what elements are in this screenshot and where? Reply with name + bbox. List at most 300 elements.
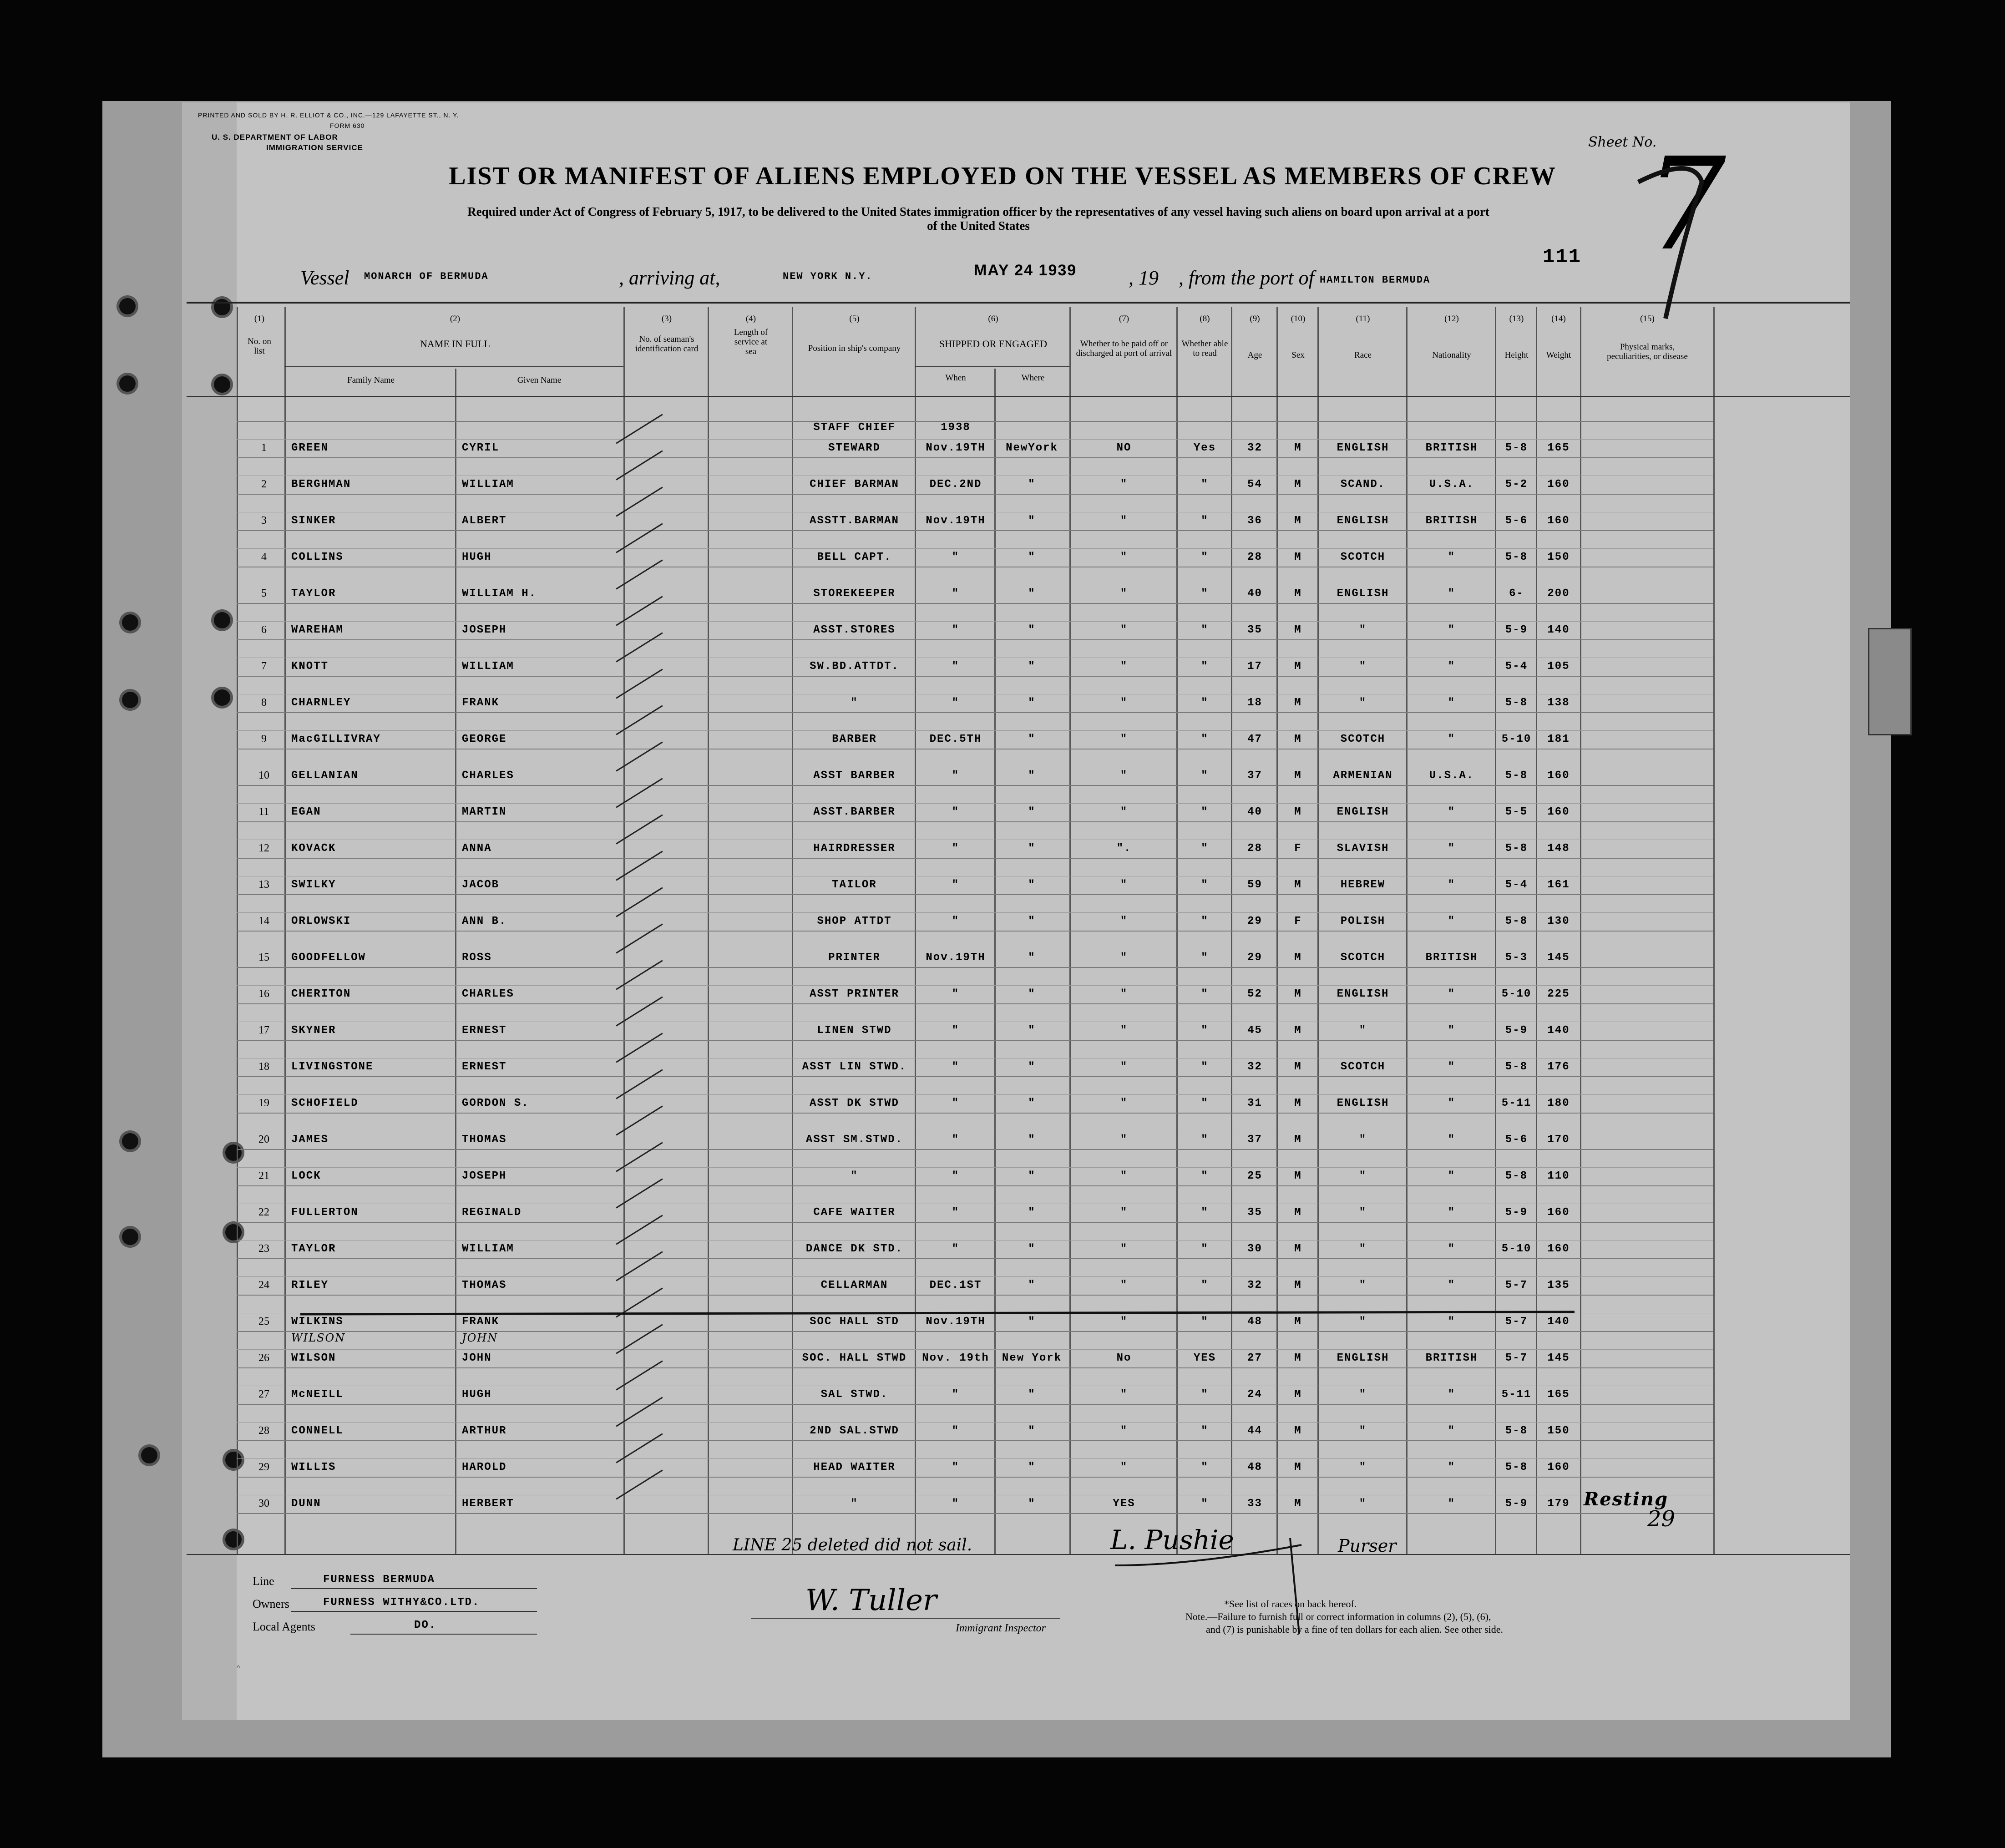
cell-sex: M [1294,1206,1302,1219]
cell-read: Yes [1193,442,1216,454]
cell-position: LINEN STWD [817,1024,892,1037]
cell-nationality: BRITISH [1425,515,1478,527]
header-given-name: Given Name [517,375,562,385]
cell-read: " [1201,952,1209,964]
cell-given: CYRIL [462,442,500,454]
cell-no: 20 [258,1134,269,1145]
cell-age: 47 [1247,733,1262,745]
cell-weight: 138 [1547,697,1570,709]
cell-family: ORLOWSKI [291,915,351,927]
cell-weight: 179 [1547,1498,1570,1510]
cell-marks: Resting [1584,1489,1668,1510]
cell-read: " [1201,733,1209,745]
cell-family: SCHOFIELD [291,1097,359,1109]
cell-given: ERNEST [462,1061,507,1073]
cell-position: TAILOR [832,879,877,891]
cell-height: 5-4 [1505,660,1528,673]
cell-no: 1 [261,442,267,454]
cell-age: 25 [1247,1170,1262,1182]
cell-when: " [952,1024,960,1037]
cell-sex: M [1294,879,1302,891]
cell-read: " [1201,1461,1209,1473]
cell-height: 5-6 [1505,515,1528,527]
cell-weight: 150 [1547,551,1570,563]
cell-weight: 165 [1547,1388,1570,1401]
owners-label: Owners [253,1597,289,1610]
cell-where: " [1028,733,1036,745]
cell-nationality: U.S.A. [1429,770,1474,782]
cell-age: 30 [1247,1243,1262,1255]
cell-race: SCOTCH [1340,952,1386,964]
cell-no: 2 [261,478,267,490]
sheet-number-stroke [1638,168,1702,319]
cell-when: DEC.1ST [929,1279,982,1291]
cell-position: ASSTT.BARMAN [810,515,899,527]
cell-no: 23 [258,1243,269,1255]
cell-position: 2ND SAL.STWD [810,1425,899,1437]
header-length-of-service: Length of service at sea [734,328,768,356]
races-note: *See list of races on back hereof. [1224,1598,1357,1610]
cell-race: " [1359,1134,1367,1146]
deletion-note: LINE 25 deleted did not sail. [733,1536,972,1554]
cell-position: SAL STWD. [820,1388,888,1401]
cell-given: REGINALD [462,1206,522,1219]
cell-age: 40 [1247,587,1262,600]
cell-read: " [1201,806,1209,818]
cell-sex: M [1294,1461,1302,1473]
cell-race: " [1359,1316,1367,1328]
cell-position: PRINTER [828,952,881,964]
cell-paid: " [1120,733,1128,745]
cell-position: CELLARMAN [820,1279,888,1291]
cell-no: 6 [261,624,267,636]
cell-sex: M [1294,551,1302,563]
cell-paid: " [1120,1461,1128,1473]
cell-no: 10 [258,770,269,781]
cell-race: SCOTCH [1340,733,1386,745]
cell-age: 32 [1247,1279,1262,1291]
cell-age: 29 [1247,915,1262,927]
cell-when: Nov.19TH [926,952,986,964]
cell-sex: M [1294,1170,1302,1182]
cell-position: ASST BARBER [813,770,896,782]
cell-paid: " [1120,515,1128,527]
cell-weight: 160 [1547,478,1570,491]
cell-no: 25 [258,1316,269,1327]
cell-age: 59 [1247,879,1262,891]
departure-port: HAMILTON BERMUDA [1320,274,1431,286]
cell-sex: M [1294,1134,1302,1146]
cell-height: 5-11 [1501,1097,1532,1109]
cell-given: JACOB [462,879,500,891]
cell-position: SOC. HALL STWD [802,1352,907,1364]
cell-read: " [1201,1243,1209,1255]
cell-read: " [1201,478,1209,491]
cell-position: ASST DK STWD [810,1097,899,1109]
cell-height: 5-8 [1505,1425,1528,1437]
cell-given: WILLIAM [462,1243,514,1255]
cell-nationality: " [1448,1061,1456,1073]
cell-paid: " [1120,1206,1128,1219]
cell-race: ENGLISH [1337,988,1389,1000]
cell-read: " [1201,1134,1209,1146]
vessel-label: Vessel [300,267,349,289]
cell-family: FULLERTON [291,1206,359,1219]
col-num-4: (4) [745,314,756,324]
cell-height: 5-7 [1505,1352,1528,1364]
cell-no: 30 [258,1498,269,1509]
cell-position: DANCE DK STD. [805,1243,903,1255]
cell-age: 18 [1247,697,1262,709]
strike-line-25 [300,1312,1575,1314]
cell-nationality: " [1448,842,1456,855]
cell-given: ANNA [462,842,492,855]
cell-family: EGAN [291,806,321,818]
cell-when: " [952,879,960,891]
cell-sex: M [1294,1316,1302,1328]
cell-given: GORDON S. [462,1097,529,1109]
cell-where: " [1028,988,1036,1000]
cell-when: " [952,551,960,563]
cell-paid: " [1120,1316,1128,1328]
cell-weight: 160 [1547,1243,1570,1255]
cell-race: " [1359,1206,1367,1219]
cell-given-upper: JOHN [462,1332,498,1344]
cell-when: DEC.5TH [929,733,982,745]
col-num-5: (5) [849,314,860,324]
cell-height: 5-8 [1505,842,1528,855]
cell-sex: F [1294,842,1302,855]
cell-where: " [1028,515,1036,527]
header-sex: Sex [1291,350,1305,360]
cell-nationality: " [1448,660,1456,673]
cell-weight: 150 [1547,1425,1570,1437]
cell-no: 4 [261,551,267,563]
form-number: FORM 630 [330,122,365,129]
cell-given: HUGH [462,551,492,563]
cell-when: " [952,1206,960,1219]
cell-weight: 225 [1547,988,1570,1000]
cell-age: 31 [1247,1097,1262,1109]
cell-paid: " [1120,1024,1128,1037]
cell-position: SHOP ATTDT [817,915,892,927]
cell-sex: M [1294,587,1302,600]
subtitle-line: Required under Act of Congress of February 5, 1917, to be delivered to the United States immigration officer by the representatives of any vessel having such aliens on board upon arrival at a port [467,205,1489,218]
cell-read: " [1201,1425,1209,1437]
cell-race: ENGLISH [1337,515,1389,527]
cell-height: 5-4 [1505,879,1528,891]
cell-age: 48 [1247,1316,1262,1328]
cell-where: " [1028,842,1036,855]
cell-paid: " [1120,879,1128,891]
cell-race: HEBREW [1340,879,1386,891]
cell-race: " [1359,660,1367,673]
cell-sex: M [1294,1279,1302,1291]
cell-family: LOCK [291,1170,321,1182]
cell-given: ROSS [462,952,492,964]
cell-read: " [1201,587,1209,600]
cell-given: JOHN [462,1352,492,1364]
cell-race: ENGLISH [1337,1097,1389,1109]
cell-weight: 105 [1547,660,1570,673]
cell-height: 5-7 [1505,1316,1528,1328]
cell-weight: 160 [1547,806,1570,818]
cell-age: 40 [1247,806,1262,818]
agents-value: DO. [414,1619,437,1631]
cell-age: 28 [1247,551,1262,563]
cell-paid: " [1120,988,1128,1000]
cell-position: STEWARD [828,442,881,454]
cell-race: SCOTCH [1340,1061,1386,1073]
cell-weight: 140 [1547,1024,1570,1037]
cell-no: 18 [258,1061,269,1073]
cell-family: WILKINS [291,1316,344,1328]
cell-height: 6- [1509,587,1524,600]
cell-where: New York [1002,1352,1062,1364]
cell-no: 17 [258,1024,269,1036]
cell-height: 5-8 [1505,1061,1528,1073]
cell-where: " [1028,624,1036,636]
cell-no: 9 [261,733,267,745]
cell-weight: 160 [1547,1206,1570,1219]
cell-read: " [1201,551,1209,563]
cell-nationality: " [1448,587,1456,600]
cell-read: " [1201,1097,1209,1109]
cell-age: 24 [1247,1388,1262,1401]
cell-family: KNOTT [291,660,329,673]
cell-no: 29 [258,1461,269,1473]
cell-sex: M [1294,1498,1302,1510]
cell-no: 21 [258,1170,269,1182]
cell-no: 15 [258,952,269,963]
cell-sex: M [1294,1388,1302,1401]
cell-given: ANN B. [462,915,507,927]
cell-read: YES [1193,1352,1216,1364]
sheet-label: Sheet No. [1588,134,1657,150]
cell-sex: M [1294,1061,1302,1073]
cell-paid: " [1120,697,1128,709]
col-num-13: (13) [1509,314,1524,324]
col-num-9: (9) [1250,314,1260,324]
header-paid-off: Whether to be paid off or discharged at port of arrival [1076,339,1172,358]
cell-race: SCAND. [1340,478,1386,491]
cell-weight: 135 [1547,1279,1570,1291]
cell-sex: M [1294,952,1302,964]
cell-weight: 176 [1547,1061,1570,1073]
cell-paid: " [1120,624,1128,636]
cell-where: " [1028,697,1036,709]
owners-underline [291,1611,537,1612]
cell-read: " [1201,697,1209,709]
cell-nationality: BRITISH [1425,952,1478,964]
cell-where: " [1028,1279,1036,1291]
cell-paid: " [1120,1243,1128,1255]
cell-no: 7 [261,660,267,672]
cell-where: " [1028,1425,1036,1437]
header-where: Where [1021,373,1045,383]
cell-paid: " [1120,1279,1128,1291]
cell-age: 29 [1247,952,1262,964]
header-height: Height [1504,350,1529,360]
col-num-2: (2) [450,314,461,324]
cell-when: " [952,1425,960,1437]
cell-race: " [1359,1279,1367,1291]
purser-signature: L. Pushie [1110,1524,1234,1555]
cell-age: 32 [1247,1061,1262,1073]
cell-paid: " [1120,660,1128,673]
cell-position: ASST.BARBER [813,806,896,818]
cell-height: 5-3 [1505,952,1528,964]
cell-nationality: " [1448,1279,1456,1291]
page-title: LIST OR MANIFEST OF ALIENS EMPLOYED ON THE VESSEL AS MEMBERS OF CREW [449,162,1556,190]
cell-read: " [1201,1061,1209,1073]
cell-when: " [952,624,960,636]
inspector-label: Immigrant Inspector [956,1622,1046,1634]
cell-height: 5-9 [1505,1498,1528,1510]
cell-age: 52 [1247,988,1262,1000]
cell-family: CHERITON [291,988,351,1000]
cell-height: 5-6 [1505,1134,1528,1146]
cell-given: THOMAS [462,1279,507,1291]
header-shipped-engaged: SHIPPED OR ENGAGED [939,338,1048,349]
cell-where: " [1028,1134,1036,1146]
cell-no: 26 [258,1352,269,1364]
cell-height: 5-8 [1505,697,1528,709]
cell-sex: M [1294,1024,1302,1037]
cell-family: WILLIS [291,1461,336,1473]
cell-no: 3 [261,515,267,527]
cell-read: " [1201,1279,1209,1291]
cell-weight: 160 [1547,770,1570,782]
cell-sex: M [1294,515,1302,527]
cell-nationality: " [1448,1206,1456,1219]
cell-position: CAFE WAITER [813,1206,896,1219]
cell-weight: 181 [1547,733,1570,745]
col-num-12: (12) [1444,314,1459,324]
cell-no: 12 [258,842,269,854]
sheet-number: 7 [1645,131,1727,279]
cell-where: " [1028,1024,1036,1037]
vessel-name: MONARCH OF BERMUDA [364,271,489,282]
cell-paid: No [1116,1352,1132,1364]
cell-position: BARBER [832,733,877,745]
cell-where: " [1028,551,1036,563]
cell-paid: " [1120,1425,1128,1437]
cell-read: " [1201,624,1209,636]
cell-where: " [1028,915,1036,927]
line-value: FURNESS BERMUDA [323,1574,435,1586]
cell-when: " [952,1388,960,1401]
agents-underline [350,1634,537,1635]
line-underline [291,1588,537,1589]
cell-sex: M [1294,697,1302,709]
cell-position: SOC HALL STD [810,1316,899,1328]
cell-where: " [1028,1170,1036,1182]
cell-nationality: " [1448,915,1456,927]
cell-position: ASST SM.STWD. [805,1134,903,1146]
cell-when: " [952,1134,960,1146]
cell-nationality: " [1448,1097,1456,1109]
cell-race: POLISH [1340,915,1386,927]
cell-when: Nov.19TH [926,442,986,454]
cell-family: BERGHMAN [291,478,351,491]
cell-sex: M [1294,1097,1302,1109]
cell-read: " [1201,915,1209,927]
cell-given: ARTHUR [462,1425,507,1437]
cell-no: 19 [258,1097,269,1109]
cell-where: " [1028,478,1036,491]
cell-height: 5-8 [1505,551,1528,563]
cell-position: ASST PRINTER [810,988,899,1000]
cell-weight: 170 [1547,1134,1570,1146]
cell-given: CHARLES [462,770,514,782]
cell-age: 48 [1247,1461,1262,1473]
cell-when: " [952,988,960,1000]
cell-weight: 145 [1547,1352,1570,1364]
cell-paid: " [1120,587,1128,600]
date-stamp: MAY 24 1939 [974,262,1077,279]
cell-read: " [1201,988,1209,1000]
cell-weight: 145 [1547,952,1570,964]
cell-given: WILLIAM [462,478,514,491]
cell-nationality: U.S.A. [1429,478,1474,491]
cell-race: " [1359,1024,1367,1037]
purser-title: Purser [1338,1536,1397,1556]
cell-paid: " [1120,806,1128,818]
service-name: IMMIGRATION SERVICE [266,143,363,152]
cell-age: 44 [1247,1425,1262,1437]
cell-height: 5-10 [1501,733,1532,745]
cell-where: " [1028,952,1036,964]
cell-race: ENGLISH [1337,442,1389,454]
cell-given: GEORGE [462,733,507,745]
header-age: Age [1247,350,1262,360]
cell-family: RILEY [291,1279,329,1291]
cell-age: 33 [1247,1498,1262,1510]
cell-no: 5 [261,587,267,599]
cell-race: " [1359,1243,1367,1255]
cell-paid: " [1120,770,1128,782]
cell-given: CHARLES [462,988,514,1000]
cell-position: ASST LIN STWD. [802,1061,907,1073]
cell-weight: 161 [1547,879,1570,891]
cell-position: " [851,1498,858,1510]
cell-when: " [952,770,960,782]
cell-no: 11 [258,806,269,818]
cell-when: DEC.2ND [929,478,982,491]
cell-nationality: BRITISH [1425,442,1478,454]
cell-where: " [1028,660,1036,673]
cell-family: McNEILL [291,1388,344,1401]
cell-nationality: BRITISH [1425,1352,1478,1364]
cell-when: " [952,1243,960,1255]
cell-where: " [1028,806,1036,818]
list-number: 111 [1543,246,1582,268]
cell-position: SW.BD.ATTDT. [810,660,899,673]
arrival-port: NEW YORK N.Y. [783,271,873,282]
cell-family: MacGILLIVRAY [291,733,381,745]
cell-where: " [1028,1461,1036,1473]
cell-when: " [952,1170,960,1182]
cell-paid: " [1120,952,1128,964]
cell-height: 5-8 [1505,1461,1528,1473]
header-list-number: No. on list [248,337,271,356]
cell-given: HUGH [462,1388,492,1401]
cell-read: " [1201,770,1209,782]
cell-when: " [952,1061,960,1073]
header-when: When [945,373,966,383]
cell-height: 5-8 [1505,770,1528,782]
